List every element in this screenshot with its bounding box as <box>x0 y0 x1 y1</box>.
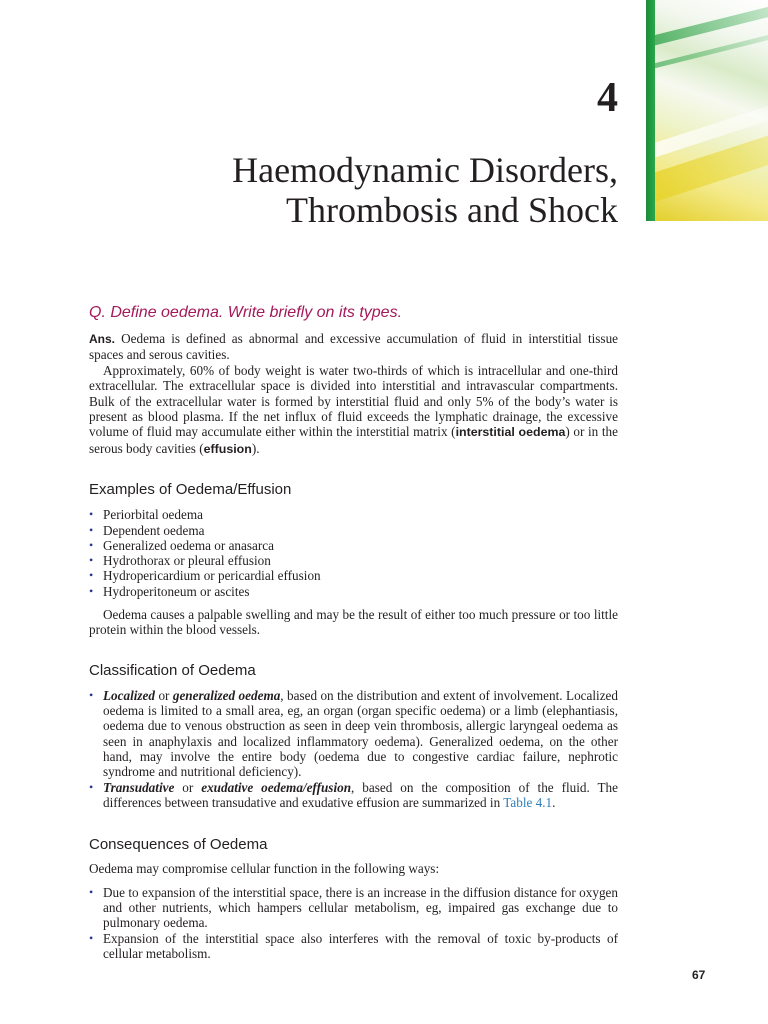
chapter-decoration-graphic <box>646 0 768 221</box>
answer-paragraph-1 <box>89 331 618 363</box>
bullet-icon: • <box>89 568 94 583</box>
list-item-text: , based on the distribution and extent of involvement. Localized oedema is limited to a small area, eg, an organ (organ specific oedema) or a limb (elephantiasis, oedema due to venous obstruction as seen in deep vein thrombosis, allergic laryngeal oedema as seen in anaphylaxis and localized inflammatory oedema). Generalized oedema, on the other hand, may involve the entire body (oedema due to congestive cardiac failure, nephrotic syndrome and nutritional deficiency). <box>103 687 618 780</box>
list-item-end: . <box>552 794 556 810</box>
bullet-icon: • <box>89 507 94 522</box>
answer-text-1: Oedema is defined as abnormal and excessive accumulation of fluid in interstitial tissue spaces and serous cavities. <box>89 331 619 363</box>
page-content <box>89 304 618 961</box>
list-item <box>89 538 618 553</box>
classification-heading: Classification of Oedema <box>89 661 256 679</box>
list-item-text: Hydropericardium or pericardial effusion <box>103 568 321 584</box>
consequences-intro: Oedema may compromise cellular function in the following ways: <box>89 861 440 877</box>
bullet-icon: • <box>89 779 94 794</box>
list-item-text: Expansion of the interstitial space also interferes with the removal of toxic by-products of cellular metabolism. <box>103 930 618 961</box>
bullet-icon: • <box>89 884 94 899</box>
list-item <box>89 523 618 538</box>
classification-list <box>89 688 618 810</box>
list-item-text: , based on the composition of the fluid. The differences between transudative and exudative effusion are summarized in <box>103 779 619 810</box>
chapter-title-line1: Haemodynamic Disorders, <box>232 150 618 190</box>
question-heading: Q. Define oedema. Write briefly on its types. <box>89 304 403 321</box>
answer-paragraph-2 <box>89 363 618 457</box>
list-item-text: Generalized oedema or anasarca <box>103 537 274 553</box>
list-item <box>89 507 618 522</box>
list-item <box>89 584 618 599</box>
examples-followup-paragraph: Oedema causes a palpable swelling and may be the result of either too much pressure or too little protein within the blood vessels. <box>89 607 618 638</box>
term-transudative: Transudative <box>103 779 175 795</box>
list-item-text: Hydrothorax or pleural effusion <box>103 553 271 569</box>
page-number: 67 <box>692 968 706 982</box>
chapter-number: 4 <box>597 75 618 121</box>
term-interstitial-oedema: interstitial oedema <box>455 425 566 440</box>
answer-text-2c: ). <box>251 440 260 456</box>
connector-text: or <box>174 779 202 795</box>
answer-label: Ans. <box>89 332 116 346</box>
list-item <box>89 688 618 780</box>
list-item-text: Hydroperitoneum or ascites <box>103 583 250 599</box>
bullet-icon: • <box>89 930 94 945</box>
term-exudative-oedema: exudative oedema/effusion <box>201 779 352 795</box>
list-item-text: Dependent oedema <box>103 522 205 538</box>
term-generalized-oedema: generalized oedema <box>172 687 281 703</box>
answer-text-2b: ) or in the serous body cavities ( <box>89 424 618 456</box>
list-item <box>89 780 618 811</box>
list-item <box>89 931 618 962</box>
bullet-icon: • <box>89 522 94 537</box>
list-item <box>89 885 618 931</box>
consequences-list <box>89 885 618 961</box>
bullet-icon: • <box>89 537 94 552</box>
connector-text: or <box>155 687 173 703</box>
table-reference-link[interactable]: Table 4.1 <box>503 794 553 810</box>
bullet-icon: • <box>89 687 94 702</box>
list-item-text: Due to expansion of the interstitial space, there is an increase in the diffusion distance for oxygen and other nutrients, which hampers cellular metabolism, eg, impaired gas exchange due to pulmonary oedema. <box>103 884 618 931</box>
chapter-title <box>138 150 618 230</box>
term-localized: Localized <box>103 687 156 703</box>
term-effusion: effusion <box>203 441 252 456</box>
bullet-icon: • <box>89 583 94 598</box>
bullet-icon: • <box>89 553 94 568</box>
consequences-heading: Consequences of Oedema <box>89 836 268 854</box>
list-item-text: Periorbital oedema <box>103 507 203 523</box>
answer-text-2a: Approximately, 60% of body weight is water two-thirds of which is intracellular and one-third extracellular. The extracellular space is divided into interstitial and intravascular compartments. Bulk of the extracellular water is formed by interstitial fluid and only 5% of the body’s water is present as blood plasma. If the net influx of fluid exceeds the lymphatic drainage, the excessive volume of fluid may accumulate either within the interstitial matrix ( <box>89 362 618 440</box>
list-item <box>89 568 618 583</box>
list-item <box>89 553 618 568</box>
chapter-title-line2: Thrombosis and Shock <box>286 190 618 230</box>
examples-list <box>89 507 618 599</box>
examples-heading: Examples of Oedema/Effusion <box>89 481 292 499</box>
